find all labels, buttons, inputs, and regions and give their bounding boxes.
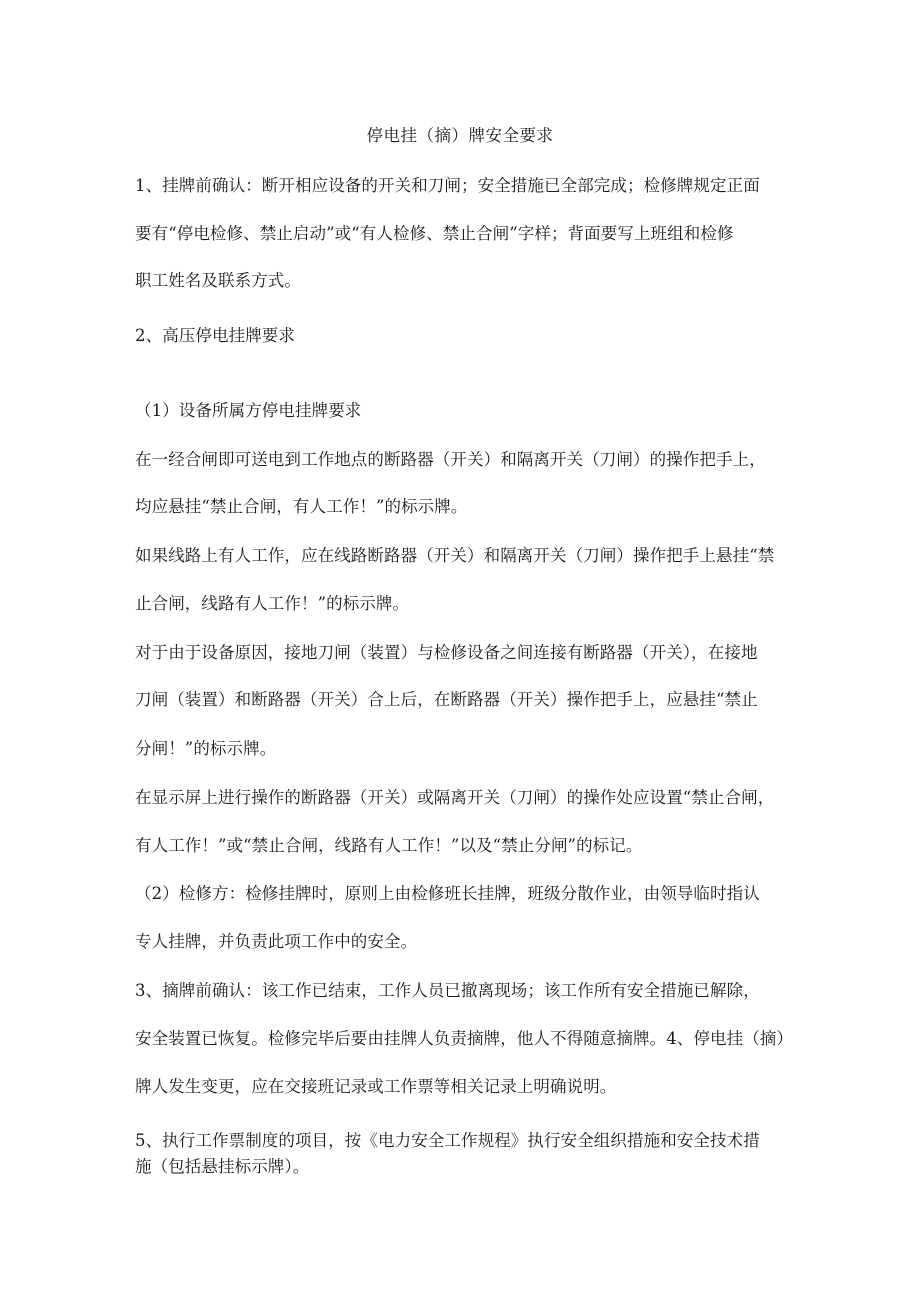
document-title: 停电挂（摘）牌安全要求 (366, 126, 554, 145)
paragraph-line: 施（包括悬挂标示牌）。 (135, 1157, 310, 1176)
paragraph-line: 专人挂牌，并负责此项工作中的安全。 (135, 932, 418, 951)
paragraph-line: 分闸！”的标示牌。 (135, 739, 277, 758)
paragraph-line: 1、挂牌前确认：断开相应设备的开关和刀闸；安全措施已全部完成；检修牌规定正面 (135, 176, 760, 195)
paragraph-line: 职工姓名及联系方式。 (135, 271, 301, 290)
paragraph-line: （2）检修方：检修挂牌时，原则上由检修班长挂牌，班级分散作业，由领导临时指认 (135, 884, 760, 903)
paragraph-line: 有人工作！”或“禁止合闸，线路有人工作！”以及“禁止分闸”的标记。 (135, 836, 643, 855)
paragraph-line: 安全装置已恢复。检修完毕后要由挂牌人负责摘牌，他人不得随意摘牌。4、停电挂（摘） (135, 1029, 793, 1048)
section-heading: 2、高压停电挂牌要求 (135, 326, 295, 345)
paragraph-line: 均应悬挂“禁止合闸，有人工作！”的标示牌。 (135, 497, 468, 516)
paragraph-line: 在一经合闸即可送电到工作地点的断路器（开关）和隔离开关（刀闸）的操作把手上， (135, 450, 766, 469)
paragraph-line: 要有“停电检修、禁止启动”或“有人检修、禁止合闸”字样；背面要写上班组和检修 (135, 224, 734, 243)
paragraph-line: 止合闸，线路有人工作！”的标示牌。 (135, 594, 410, 613)
paragraph-line: 如果线路上有人工作，应在线路断路器（开关）和隔离开关（刀闸）操作把手上悬挂“禁 (135, 546, 775, 565)
paragraph-line: 在显示屏上进行操作的断路器（开关）或隔离开关（刀闸）的操作处应设置“禁止合闸， (135, 788, 775, 807)
paragraph-line: 对于由于设备原因，接地刀闸（装置）与检修设备之间连接有断路器（开关），在接地 (135, 643, 758, 662)
paragraph-line: 3、摘牌前确认：该工作已结束，工作人员已撤离现场；该工作所有安全措施已解除， (135, 981, 760, 1000)
paragraph-line: 牌人发生变更，应在交接班记录或工作票等相关记录上明确说明。 (135, 1077, 617, 1096)
paragraph-line: 刀闸（装置）和断路器（开关）合上后，在断路器（开关）操作把手上，应悬挂“禁止 (135, 690, 758, 709)
paragraph-line: 5、执行工作票制度的项目，按《电力安全工作规程》执行安全组织措施和安全技术措 (135, 1131, 760, 1150)
subsection-heading: （1）设备所属方停电挂牌要求 (135, 401, 362, 420)
